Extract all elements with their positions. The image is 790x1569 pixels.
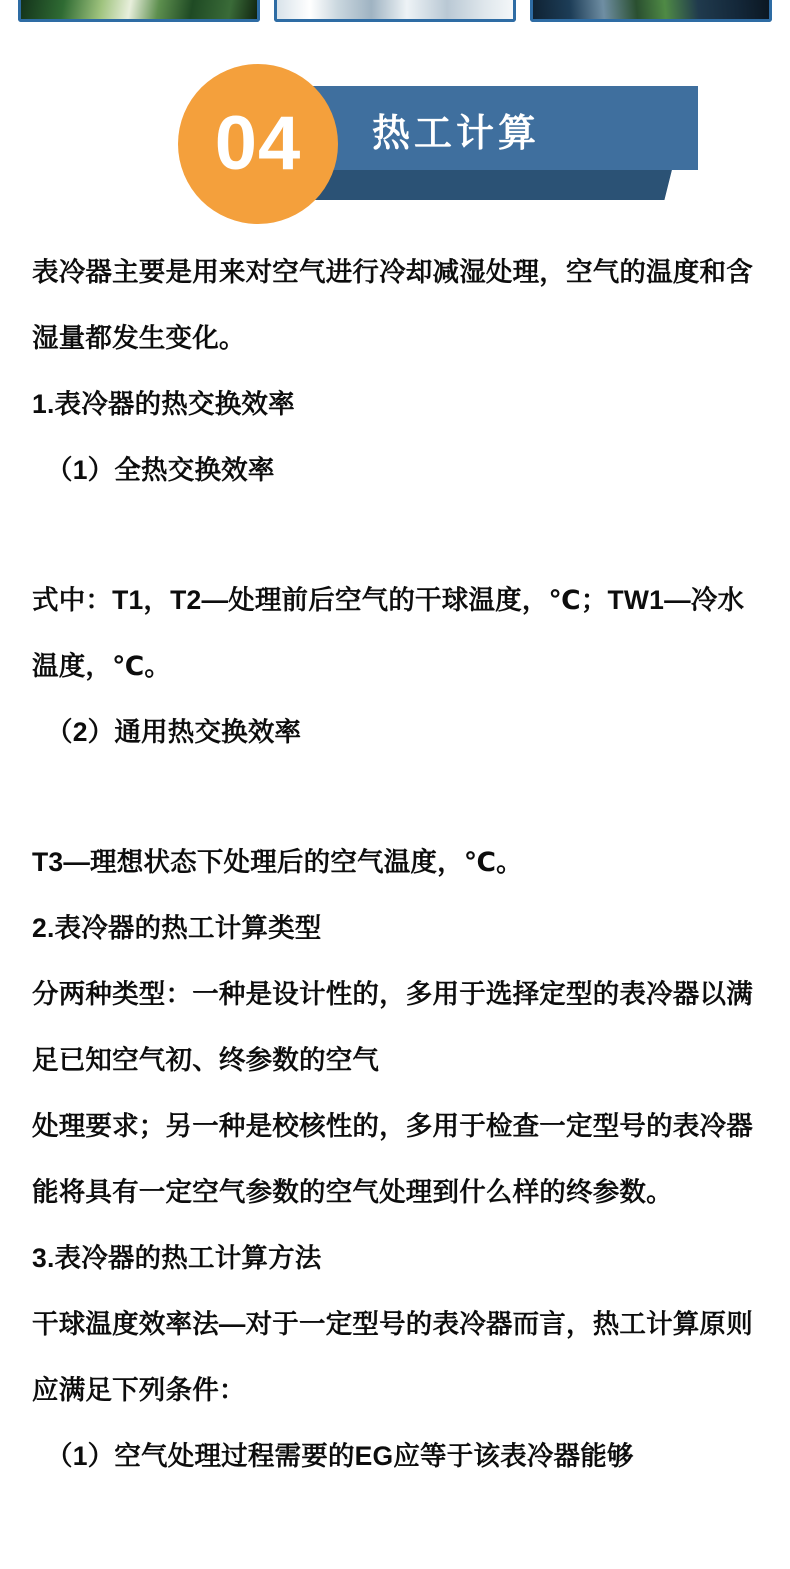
paragraph-symbols-1: 式中：T1，T2—处理前后空气的干球温度，℃；TW1—冷水温度，℃。 bbox=[32, 585, 745, 681]
document-body bbox=[0, 239, 790, 1529]
paragraph-types-cont: 处理要求；另一种是校核性的，多用于检查一定型号的表冷器能将具有一定空气参数的空气处理到什么样的终参数。 bbox=[32, 1111, 753, 1207]
paragraph-intro: 表冷器主要是用来对空气进行冷却减湿处理，空气的温度和含湿量都发生变化。 bbox=[32, 257, 753, 353]
banner-title: 热工计算 bbox=[372, 113, 541, 155]
photo-thumbnail-2 bbox=[274, 0, 516, 22]
banner-number-circle bbox=[178, 64, 338, 224]
paragraph-symbols-2: T3—理想状态下处理后的空气温度，℃。 bbox=[32, 847, 523, 877]
heading-1: 1.表冷器的热交换效率 bbox=[32, 389, 295, 419]
subheading-3-1: （1）空气处理过程需要的EG应等于该表冷器能够 bbox=[46, 1441, 634, 1471]
photo-image-3 bbox=[533, 0, 769, 19]
heading-2: 2.表冷器的热工计算类型 bbox=[32, 913, 322, 943]
formula-placeholder-2 bbox=[32, 765, 758, 829]
subheading-1-2: （2）通用热交换效率 bbox=[46, 717, 302, 747]
photo-thumbnail-1 bbox=[18, 0, 260, 22]
photo-thumbnail-3 bbox=[530, 0, 772, 22]
paragraph-types: 分两种类型：一种是设计性的，多用于选择定型的表冷器以满足已知空气初、终参数的空气 bbox=[32, 979, 753, 1075]
subheading-1-1: （1）全热交换效率 bbox=[46, 455, 275, 485]
photo-strip bbox=[0, 0, 790, 22]
photo-image-1 bbox=[21, 0, 257, 19]
photo-image-2 bbox=[277, 0, 513, 19]
banner-number: 04 bbox=[214, 101, 302, 186]
section-banner bbox=[0, 64, 790, 239]
formula-placeholder-1 bbox=[32, 503, 758, 567]
heading-3: 3.表冷器的热工计算方法 bbox=[32, 1243, 322, 1273]
paragraph-method: 干球温度效率法—对于一定型号的表冷器而言，热工计算原则应满足下列条件： bbox=[32, 1309, 753, 1405]
